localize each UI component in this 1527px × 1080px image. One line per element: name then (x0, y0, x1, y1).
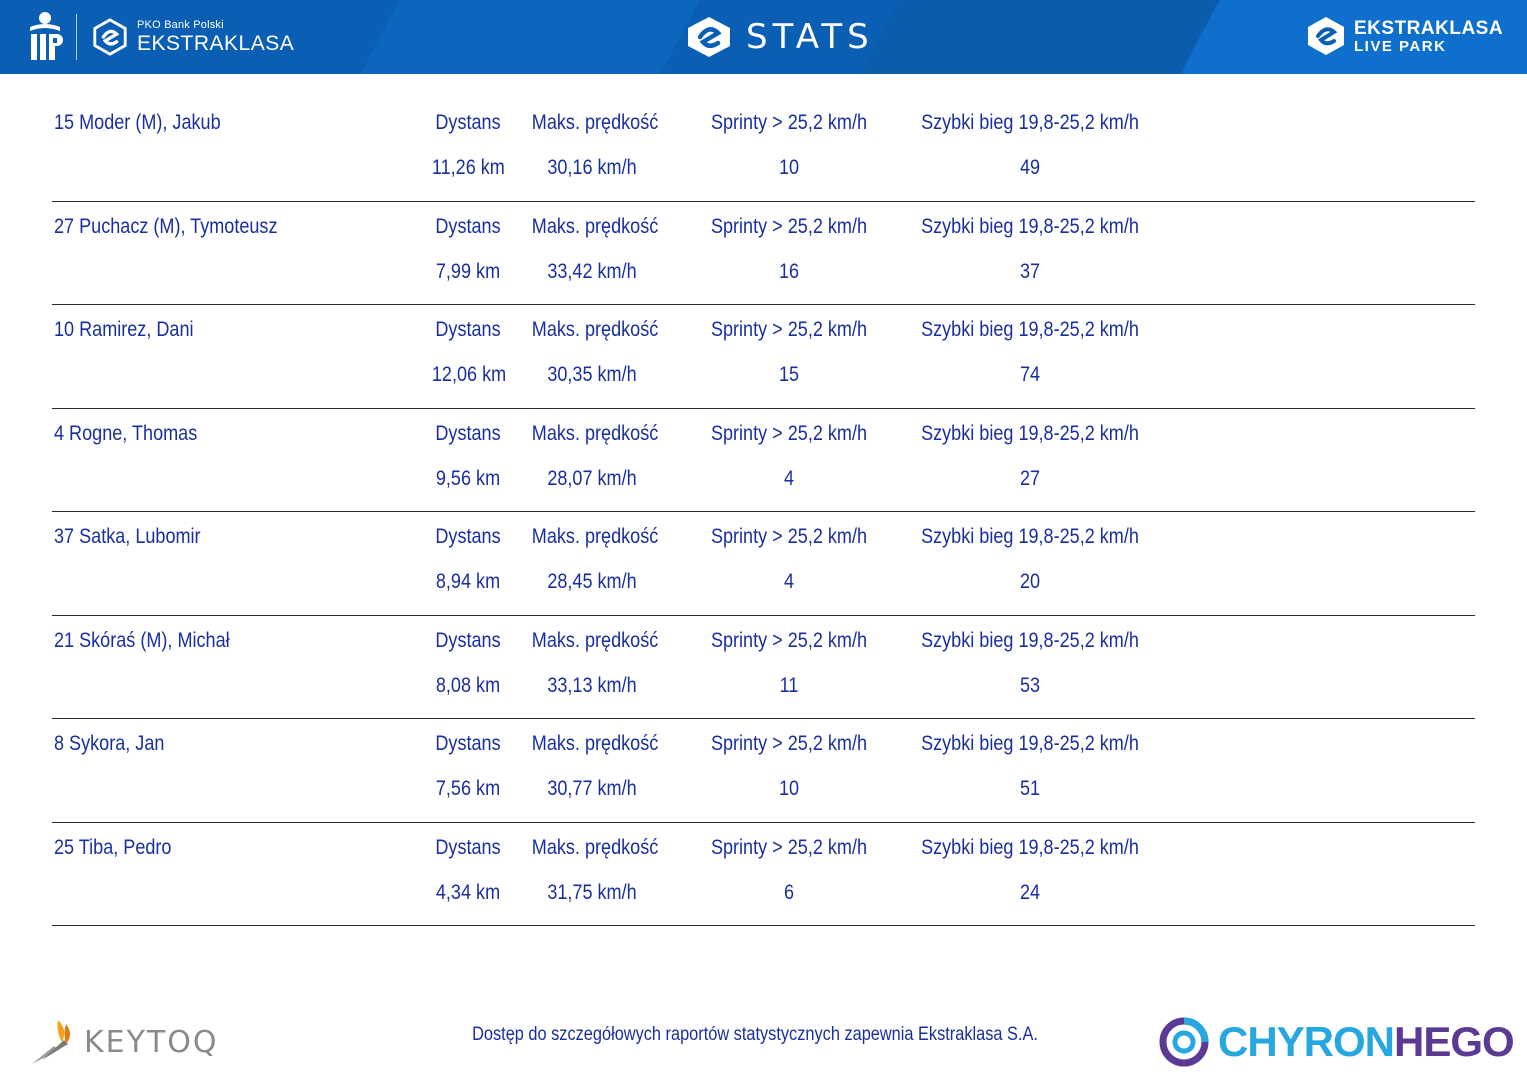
distance-value: 11,26 km (431, 156, 505, 179)
max-speed-label: Maks. prędkość (531, 421, 659, 445)
live-park-line1: EKSTRAKLASA (1354, 17, 1504, 39)
sprints-label: Sprinty > 25,2 km/h (710, 732, 868, 755)
max-speed-value: 30,77 km/h (547, 777, 637, 800)
sprints-label: Sprinty > 25,2 km/h (710, 525, 868, 548)
keytoq-brand: KEYTOQ (84, 1024, 219, 1060)
max-speed-value: 33,42 km/h (547, 259, 637, 283)
keytoq-icon (28, 1016, 78, 1068)
sprints-label: Sprinty > 25,2 km/h (710, 111, 868, 134)
fast-run-value: 27 (1019, 466, 1041, 490)
fast-run-label: Szybki bieg 19,8-25,2 km/h (921, 732, 1139, 755)
fast-run-label: Szybki bieg 19,8-25,2 km/h (921, 835, 1139, 859)
distance-value: 7,99 km (435, 259, 501, 283)
player-name: 21 Skóraś (M), Michał (54, 628, 230, 652)
player-row (52, 719, 1475, 823)
distance-label: Dystans (435, 421, 501, 445)
max-speed-label: Maks. prędkość (531, 318, 659, 341)
ekstraklasa-shield-icon (686, 16, 732, 58)
brand-divider (76, 14, 77, 60)
chyronhego-icon (1158, 1016, 1210, 1068)
max-speed-value: 33,13 km/h (547, 673, 637, 697)
max-speed-value: 30,35 km/h (547, 363, 637, 386)
sprints-value: 16 (778, 259, 800, 283)
ekstraklasa-icon (91, 17, 129, 57)
chyron-text: CHYRON (1218, 1018, 1395, 1065)
max-speed-value: 31,75 km/h (547, 880, 637, 904)
distance-label: Dystans (435, 111, 501, 134)
sprints-label: Sprinty > 25,2 km/h (710, 835, 868, 859)
player-row (52, 512, 1475, 616)
max-speed-label: Maks. prędkość (531, 111, 659, 134)
pko-bank-icon (26, 11, 64, 63)
player-row (52, 305, 1475, 409)
pko-ekstraklasa-logo (26, 9, 294, 65)
hego-text: HEGO (1394, 1018, 1514, 1065)
header-bar (0, 0, 1527, 74)
distance-value: 12,06 km (431, 363, 507, 386)
sprints-label: Sprinty > 25,2 km/h (710, 214, 868, 238)
player-name: 8 Sykora, Jan (54, 732, 165, 755)
distance-label: Dystans (435, 835, 501, 859)
distance-value: 8,94 km (435, 570, 501, 593)
sprints-value: 10 (778, 156, 800, 179)
distance-value: 8,08 km (435, 673, 501, 697)
sprints-value: 15 (778, 363, 800, 386)
fast-run-label: Szybki bieg 19,8-25,2 km/h (921, 214, 1139, 238)
fast-run-value: 20 (1019, 570, 1041, 593)
player-row (52, 202, 1475, 306)
sprints-value: 4 (783, 570, 795, 593)
player-row (52, 98, 1475, 202)
page-title: STATS (746, 17, 874, 57)
player-stats-list (52, 98, 1475, 926)
max-speed-label: Maks. prędkość (531, 525, 659, 548)
sprints-label: Sprinty > 25,2 km/h (710, 628, 868, 652)
max-speed-value: 28,45 km/h (547, 570, 637, 593)
max-speed-label: Maks. prędkość (531, 732, 659, 755)
fast-run-value: 37 (1019, 259, 1041, 283)
distance-label: Dystans (435, 628, 501, 652)
chyronhego-logo (1158, 1016, 1514, 1068)
distance-value: 4,34 km (435, 880, 501, 904)
brand-name: EKSTRAKLASA (137, 32, 295, 55)
player-name: 4 Rogne, Thomas (54, 421, 198, 445)
player-name: 27 Puchacz (M), Tymoteusz (54, 214, 278, 238)
distance-value: 7,56 km (435, 777, 501, 800)
live-park-line2: LIVE PARK (1354, 37, 1447, 55)
max-speed-value: 30,16 km/h (547, 156, 637, 179)
fast-run-value: 49 (1019, 156, 1041, 179)
player-name: 25 Tiba, Pedro (54, 835, 172, 859)
fast-run-label: Szybki bieg 19,8-25,2 km/h (921, 318, 1139, 341)
max-speed-label: Maks. prędkość (531, 214, 659, 238)
max-speed-value: 28,07 km/h (547, 466, 637, 490)
distance-label: Dystans (435, 318, 501, 341)
footer-note: Dostęp do szczegółowych raportów statystycznych zapewnia Ekstraklasa S.A. (472, 1024, 1038, 1045)
fast-run-label: Szybki bieg 19,8-25,2 km/h (921, 421, 1139, 445)
sprints-value: 4 (783, 466, 795, 490)
stats-title (686, 16, 874, 58)
keytoq-logo (28, 1016, 219, 1068)
sprints-label: Sprinty > 25,2 km/h (710, 318, 868, 341)
distance-label: Dystans (435, 525, 501, 548)
distance-label: Dystans (435, 214, 501, 238)
fast-run-value: 53 (1019, 673, 1041, 697)
sprints-value: 11 (779, 673, 799, 697)
max-speed-label: Maks. prędkość (531, 835, 659, 859)
distance-value: 9,56 km (435, 466, 501, 490)
sprints-value: 6 (783, 880, 795, 904)
fast-run-value: 74 (1019, 363, 1041, 386)
player-row (52, 823, 1475, 927)
brand-small-text: PKO Bank Polski (137, 19, 224, 31)
player-row (52, 616, 1475, 720)
sprints-value: 10 (778, 777, 800, 800)
max-speed-label: Maks. prędkość (531, 628, 659, 652)
live-park-logo (1306, 16, 1503, 56)
fast-run-label: Szybki bieg 19,8-25,2 km/h (921, 628, 1139, 652)
player-name: 15 Moder (M), Jakub (54, 111, 221, 134)
fast-run-value: 24 (1019, 880, 1041, 904)
player-name: 10 Ramirez, Dani (54, 318, 194, 341)
sprints-label: Sprinty > 25,2 km/h (710, 421, 868, 445)
distance-label: Dystans (435, 732, 501, 755)
fast-run-value: 51 (1019, 777, 1041, 800)
fast-run-label: Szybki bieg 19,8-25,2 km/h (921, 525, 1139, 548)
player-name: 37 Satka, Lubomir (54, 525, 201, 548)
fast-run-label: Szybki bieg 19,8-25,2 km/h (921, 111, 1139, 134)
live-park-icon (1306, 16, 1346, 56)
player-row (52, 409, 1475, 513)
